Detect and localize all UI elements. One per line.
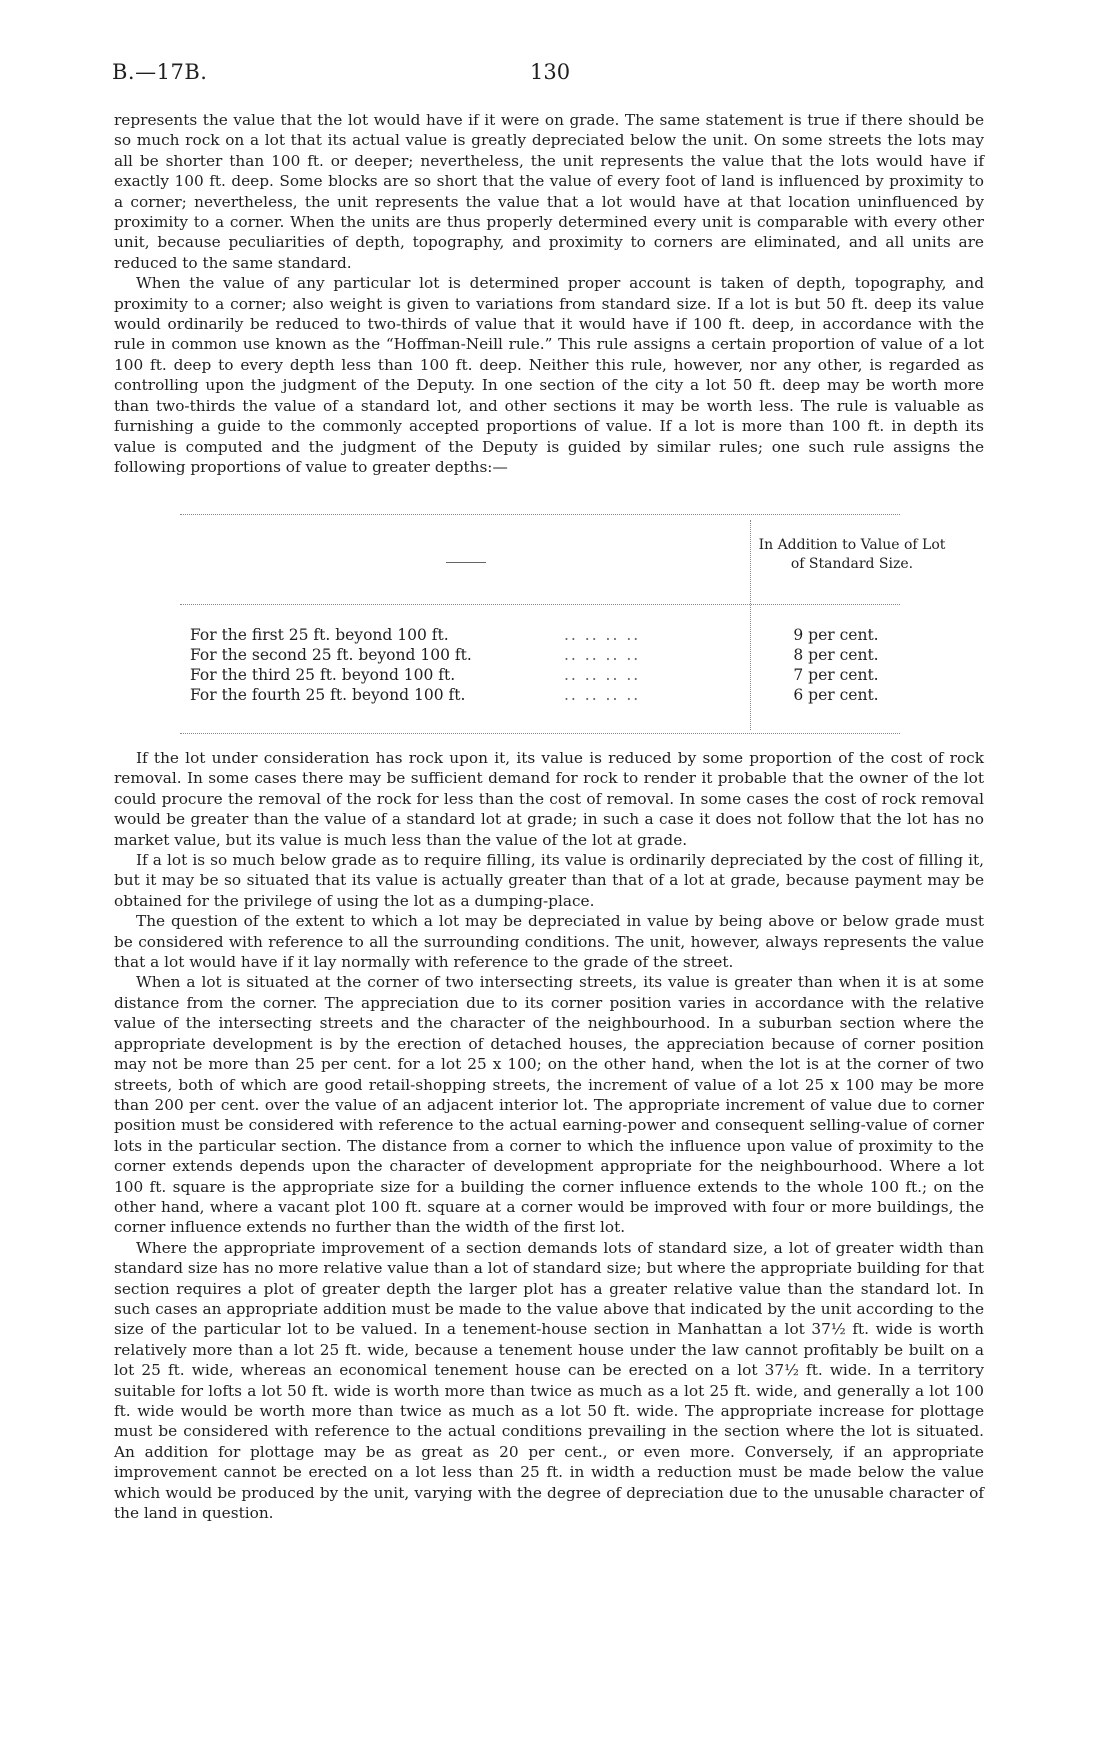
leader-dots: .. .. .. .. [564,646,641,664]
page-number: 130 [530,60,571,84]
table-top-rule [180,514,900,515]
leader-dots: .. .. .. .. [564,626,641,644]
table-column-header: In Addition to Value of Lot of Standard Size. [758,537,946,572]
row-value: 9 per cent. [793,626,879,644]
table-row [190,646,910,666]
row-label: For the second 25 ft. beyond 100 ft. [190,646,472,664]
table-bottom-rule [180,733,900,734]
row-value: 7 per cent. [793,666,879,684]
paragraph: represents the value that the lot would have if it were on grade. The same statement is true if there should be so much rock on a lot that its actual value is greatly depreciated below the unit. On some streets the lots may all be shorter than 100 ft. or deeper; nevertheless, the unit represents the value that the lots would have if exactly 100 ft. deep. Some blocks are so short that the value of every foot of land is influenced by proximity to a corner; nevertheless, the unit represents the value that a lot would have at that location uninfluenced by proximity to a corner. When the units are thus properly determined every unit is comparable with every other unit, because peculiarities of depth, topography, and proximity to corners are eliminated, and all units are reduced to the same standard. [114,111,984,272]
row-label: For the third 25 ft. beyond 100 ft. [190,666,456,684]
table-row [190,666,910,686]
row-value: 8 per cent. [793,646,879,664]
paragraph: If a lot is so much below grade as to require filling, its value is ordinarily depreciated by the cost of filling it, but it may be so situated that its value is actually greater than that of a lot at grade, because payment may be obtained for the privilege of using the lot as a dumping-place. [114,851,984,910]
body-text-top [114,110,984,477]
paragraph: When a lot is situated at the corner of two intersecting streets, its value is greater than when it is at some distance from the corner. The appreciation due to its corner position varies in accordance with the relative value of the intersecting streets and the character of the neighbourhood. In a suburban section where the appropriate development is by the erection of detached houses, the appreciation because of corner position may not be more than 25 per cent. for a lot 25 x 100; on the other hand, when the lot is at the corner of two streets, both of which are good retail-shopping streets, the increment of value of a lot 25 x 100 may be more than 200 per cent. over the value of an adjacent interior lot. The appropriate increment of value due to corner position must be considered with reference to the actual earning-power and consequent selling-value of corner lots in the particular section. The distance from a corner to which the influence upon value of proximity to the corner extends depends upon the character of development appropriate for the neighbourhood. Where a lot 100 ft. square is the appropriate size for a building the corner influence extends to the whole 100 ft.; on the other hand, where a vacant plot 100 ft. square at a corner would be improved with four or more buildings, the corner influence extends no further than the width of the first lot. [114,973,984,1237]
leader-dots: .. .. .. .. [564,686,641,704]
document-reference: B.—17B. [112,60,208,84]
paragraph: If the lot under consideration has rock upon it, its value is reduced by some proportion of the cost of rock removal. In some cases there may be sufficient demand for rock to render it probable that the owner of the lot could procure the removal of the rock for less than the cost of removal. In some cases the cost of rock removal would be greater than the value of a standard lot at grade; in such a case it does not follow that the lot has no market value, but its value is much less than the value of the lot at grade. [114,749,984,849]
table-row [190,626,910,646]
row-label: For the fourth 25 ft. beyond 100 ft. [190,686,466,704]
table-row [190,686,910,706]
table-header-rule [180,604,900,605]
body-text-bottom [114,748,984,1523]
row-value: 6 per cent. [793,686,879,704]
paragraph: When the value of any particular lot is determined proper account is taken of depth, topography, and proximity to a corner; also weight is given to variations from standard size. If a lot is but 50 ft. deep its value would ordinarily be reduced to two-thirds of value that it would have if 100 ft. deep, in accordance with the rule in common use known as the “Hoffman-Neill rule.” This rule assigns a certain proportion of value of a lot 100 ft. deep to every depth less than 100 ft. deep. Neither this rule, however, nor any other, is regarded as controlling upon the judgment of the Deputy. In one section of the city a lot 50 ft. deep may be worth more than two-thirds the value of a standard lot, and other sections it may be worth less. The rule is valuable as furnishing a guide to the commonly accepted proportions of value. If a lot is more than 100 ft. in depth its value is computed and the judgment of the Deputy is guided by similar rules; one such rule assigns the following proportions of value to greater depths:— [114,274,984,476]
paragraph: The question of the extent to which a lot may be depreciated in value by being above or below grade must be considered with reference to all the surrounding conditions. The unit, however, always represents the value that a lot would have if it lay normally with reference to the grade of the street. [114,912,984,972]
row-label: For the first 25 ft. beyond 100 ft. [190,626,449,644]
blank-column-header [446,562,486,563]
leader-dots: .. .. .. .. [564,666,641,684]
paragraph: Where the appropriate improvement of a section demands lots of standard size, a lot of greater width than standard size has no more relative value than a lot of standard size; but where the appropriate building for that section requires a plot of greater depth the larger plot has a greater relative value than the standard lot. In such cases an appropriate addition must be made to the value above that indicated by the unit according to the size of the particular lot to be valued. In a tenement-house section in Manhattan a lot 37½ ft. wide is worth relatively more than a lot 25 ft. wide, because a tenement house under the law cannot profitably be built on a lot 25 ft. wide, whereas an economical tenement house can be erected on a lot 37½ ft. wide. In a territory suitable for lofts a lot 50 ft. wide is worth more than twice as much as a lot 25 ft. wide, and generally a lot 100 ft. wide would be worth more than twice as much as a lot 50 ft. wide. The appropriate increase for plottage must be considered with reference to the actual conditions prevailing in the section where the lot is situated. An addition for plottage may be as great as 20 per cent., or even more. Conversely, if an appropriate improvement cannot be erected on a lot less than 25 ft. in width a reduction must be made below the value which would be produced by the unit, varying with the degree of depreciation due to the unusable character of the land in question. [114,1238,984,1523]
